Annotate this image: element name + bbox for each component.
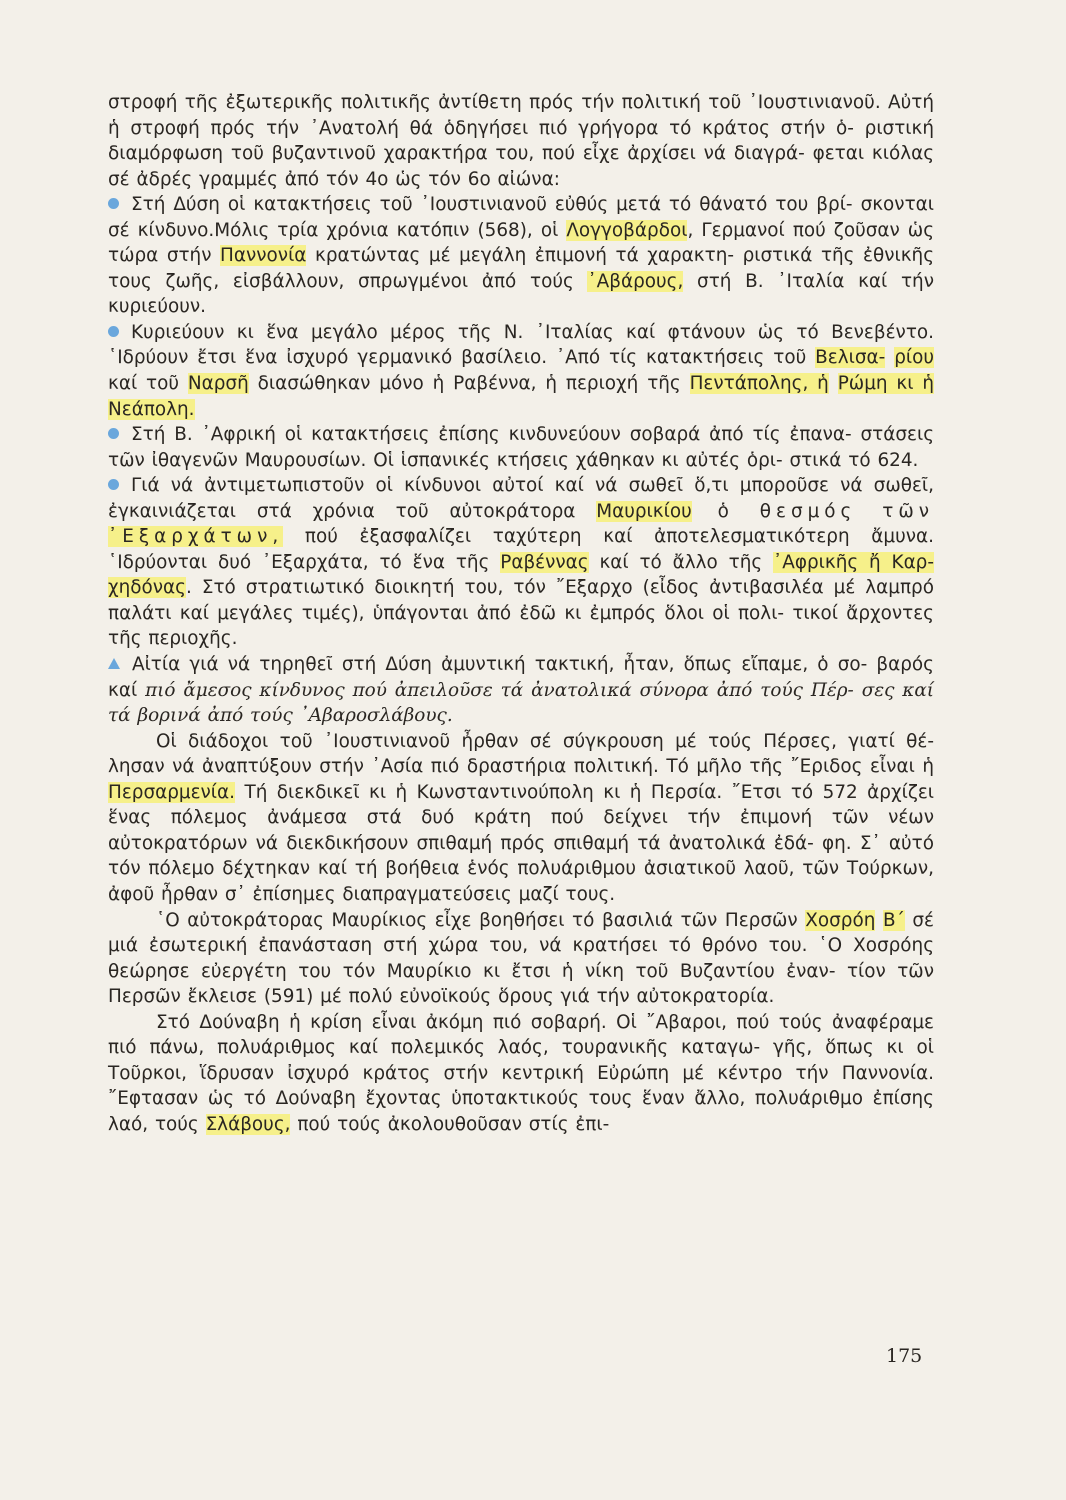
page-body (108, 90, 934, 1137)
highlight-persarmenia: Περσαρμενία. (108, 781, 236, 803)
highlight-pannonia: Παννονία (220, 245, 307, 267)
page-number: 175 (886, 1345, 923, 1367)
highlight-ravenna: Ραβέννας (500, 551, 589, 573)
bullet-circle-icon (108, 326, 119, 337)
paragraph-africa: Στή Β. ᾿Αφρική οἱ κατακτήσεις ἐπίσης κινδυνεύουν σοβαρά ἀπό τίς ἐπανα- στάσεις τῶν ἰθαγενῶν Μαυρουσίων. Οἱ ἱσπανικές κτήσεις χάθηκαν κι αὐτές ὁρι- στικά τό 624. (108, 424, 934, 471)
paragraph-khosrow: ῾Ο αὐτοκράτορας Μαυρίκιος εἶχε βοηθήσει τό βασιλιά τῶν Περσῶν Χοσρόη Β΄ σέ μιά ἐσωτερική ἐπανάσταση στή χώρα του, νά κρατήσει τό θρόνο του. ῾Ο Χοσρόης θεώρησε εὐεργέτη του τόν Μαυρίκιο κι ἔτσι ἡ νίκη τοῦ Βυζαντίου ἐναν- τίον τῶν Περσῶν ἔκλεισε (591) μέ πολύ εὐνοϊκούς ὅρους γιά τήν αὐτοκρατορία. (108, 909, 934, 1008)
highlight-africa-carthage: ᾿Αφρικῆς ἤ Καρ- (773, 551, 934, 573)
paragraph-south-italy: Κυριεύουν κι ἕνα μεγάλο μέρος τῆς Ν. ᾿Ιταλίας καί φτάνουν ὡς τό Βενεβέντο. ῾Ιδρύουν ἔτσι ἕνα ἰσχυρό γερμανικό βασίλειο. ᾿Από τίς κατακτήσεις τοῦ Βελισα- ρίου καί τοῦ Ναρσῆ διασώθηκαν μόνο ἡ Ραβέννα, ἡ περιοχή τῆς Πεντάπολης, ἡ Ρώμη κι ἡ Νεάπολη. (108, 321, 934, 420)
bullet-triangle-icon (108, 658, 120, 669)
paragraph-exarchates: Γιά νά ἀντιμετωπιστοῦν οἱ κίνδυνοι αὐτοί καί νά σωθεῖ ὅ,τι μποροῦσε νά σωθεῖ, ἐγκαινιάζεται στά χρόνια τοῦ αὐτοκράτορα Μαυρικίου ὁ θεσμός τῶν ᾿Εξαρχάτων, πού ἐξασφαλίζει ταχύτερη καί ἀποτελεσματικότερη ἄμυνα. ῾Ιδρύονται δυό ᾿Εξαρχάτα, τό ἕνα τῆς Ραβέννας καί τό ἄλλο τῆς ᾿Αφρικῆς ἤ Καρ- χηδόνας. Στό στρατιωτικό διοικητή του, τόν ῎Εξαρχο (εἶδος ἀντιβασιλέα μέ λαμπρό παλάτι καί μεγάλες τιμές), ὑπάγονται ἀπό ἐδῶ κι ἐμπρός ὅλοι οἱ πολι- τικοί ἄρχοντες τῆς περιοχῆς. (108, 475, 934, 650)
bullet-circle-icon (108, 198, 119, 209)
bullet-circle-icon (108, 428, 119, 439)
paragraph-persians: Οἱ διάδοχοι τοῦ ᾿Ιουστινιανοῦ ἦρθαν σέ σύγκρουση μέ τούς Πέρσες, γιατί θέ- λησαν νά ἀναπτύξουν στήν ᾿Ασία πιό δραστήρια πολιτική. Τό μῆλο τῆς ῎Εριδος εἶναι ἡ Περσαρμενία. Τή διεκδικεῖ κι ἡ Κωνσταντινούπολη κι ἡ Περσία. ῎Ετσι τό 572 ἀρχίζει ἕνας πόλεμος ἀνάμεσα στά δυό κράτη πού δείχνει τήν ἐπιμονή τῶν νέων αὐτοκρατόρων νά διεκδικήσουν σπιθαμή πρός σπιθαμή τά ἀνατολικά ἐδά- φη. Σ᾿ αὐτό τόν πόλεμο δέχτηκαν καί τή βοήθεια ἑνός πολυάριθμου ἀσιατικοῦ λαοῦ, τῶν Τούρκων, ἀφοῦ ἦρθαν σ᾿ ἐπίσημες διαπραγματεύσεις μαζί τους. (108, 730, 934, 905)
highlight-khosrow: Χοσρόη (805, 909, 876, 931)
paragraph-intro: στροφή τῆς ἐξωτερικῆς πολιτικῆς ἀντίθετη πρός τήν πολιτική τοῦ ᾿Ιουστινιανοῦ. Αὐτή ἡ στροφή πρός τήν ᾿Ανατολή θά ὁδηγήσει πιό γρήγορα τό κράτος στήν ὁ- ριστική διαμόρφωση τοῦ βυζαντινοῦ χαρακτήρα του, πού εἶχε ἀρχίσει νά διαγρά- φεται κιόλας σέ ἀδρές γραμμές ἀπό τόν 4ο ὡς τόν 6ο αἰώνα: (108, 92, 934, 190)
highlight-maurice: Μαυρικίου (596, 500, 692, 522)
paragraph-danube: Στό Δούναβη ἡ κρίση εἶναι ἀκόμη πιό σοβαρή. Οἱ ῎Αβαροι, πού τούς ἀναφέραμε πιό πάνω, πολυάριθμος καί πολεμικός λαός, τουρανικῆς καταγω- γῆς, ὅπως κι οἱ Τοῦρκοι, ἵδρυσαν ἰσχυρό κράτος στήν κεντρική Εὐρώπη μέ κέντρο τήν Παννονία. ῎Εφτασαν ὡς τό Δούναβη ἔχοντας ὑποτακτικούς τους ἕναν ἄλλο, πολυάριθμο ἐπίσης λαό, τούς Σλάβους, πού τούς ἀκολουθοῦσαν στίς ἐπι- (108, 1011, 934, 1135)
highlight-slavs: Σλάβους, (205, 1113, 291, 1135)
bullet-circle-icon (108, 479, 119, 490)
highlight-pentapolis: Πεντάπολης, ἡ (689, 373, 829, 395)
paragraph-west: Στή Δύση οἱ κατακτήσεις τοῦ ᾿Ιουστινιανοῦ εὐθύς μετά τό θάνατό του βρί- σκονται σέ κίνδυνο.Μόλις τρία χρόνια κατόπιν (568), οἱ Λογγοβάρδοι, Γερμανοί πού ζοῦσαν ὡς τώρα στήν Παννονία κρατώντας μέ μεγάλη ἐπιμονή τά χαρακτη- ριστικά τῆς ἐθνικῆς τους ζωῆς, εἰσβάλλουν, σπρωγμένοι ἀπό τούς ᾿Αβάρους, στή Β. ᾿Ιταλία καί τήν κυριεύουν. (108, 194, 934, 318)
paragraph-defensive: Αἰτία γιά νά τηρηθεῖ στή Δύση ἀμυντική τακτική, ἦταν, ὅπως εἴπαμε, ὁ σο- βαρός καί πιό ἄμεσος κίνδυνος πού ἀπειλοῦσε τά ἀνατολικά σύνορα ἀπό τούς Πέρ- σες καί τά βορινά ἀπό τούς ᾿Αβαροσλάβους. (108, 654, 934, 727)
highlight-longobards: Λογγοβάρδοι (566, 219, 688, 241)
highlight-belisarius: Βελισα- (815, 347, 886, 369)
highlight-narses: Ναρσῆ (187, 373, 249, 395)
highlight-rome-naples: Ρώμη κι ἡ Νεάπολη. (108, 373, 934, 420)
highlight-avars: ᾿Αβάρους, (587, 270, 684, 292)
highlight-exarchates: ᾿Εξαρχάτων, (108, 526, 284, 548)
